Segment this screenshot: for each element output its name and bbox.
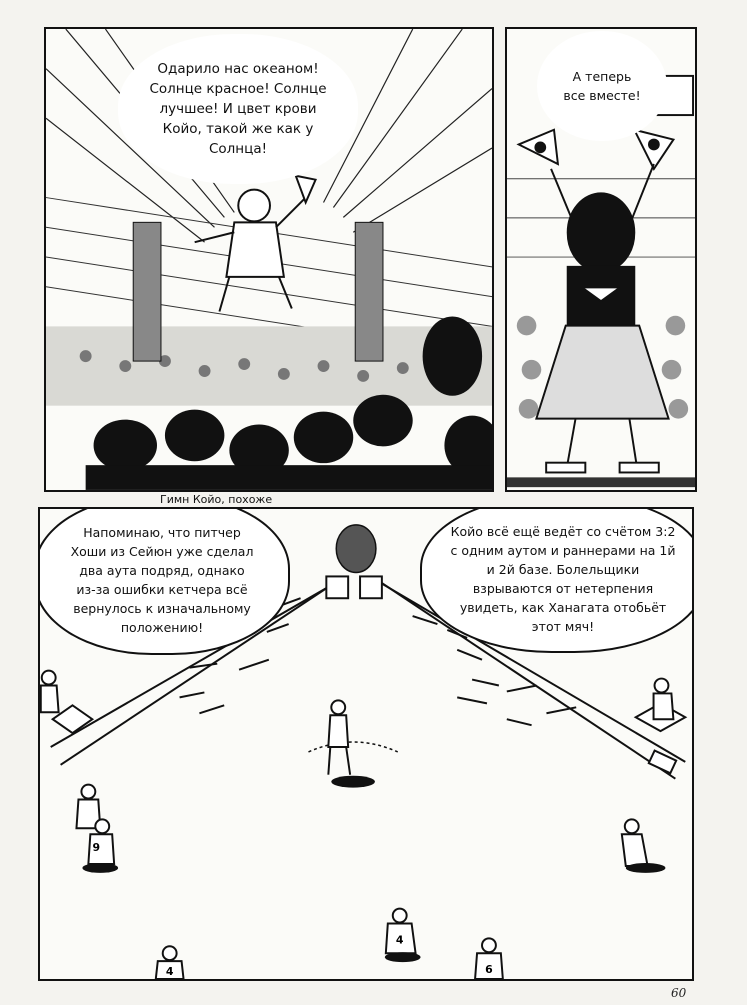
speech-line: и 2й базе. Болельщики xyxy=(486,562,640,577)
speech-line: вернулось к изначальному xyxy=(73,601,251,616)
speech-bubble-anthem xyxy=(118,34,358,184)
panel-cheer-stand xyxy=(44,27,494,492)
speech-line: Койо, такой же как у xyxy=(162,121,314,137)
speech-line: Солнце красное! Солнце xyxy=(149,81,327,97)
speech-bubble-commentator-right xyxy=(420,507,694,653)
speech-line: все вместе! xyxy=(563,88,641,103)
speech-line: А теперь xyxy=(572,69,632,84)
speech-line: Солнца! xyxy=(208,141,267,157)
speech-line: Койо всё ещё ведёт со счётом 3:2 xyxy=(450,524,676,539)
panel-caption: Гимн Койо, похоже xyxy=(160,493,273,506)
panel-cheer-behind xyxy=(505,27,697,492)
jersey-number: 4 xyxy=(395,933,404,947)
speech-line: два аута подряд, однако xyxy=(79,563,245,578)
panel-baseball-field xyxy=(38,507,694,981)
speech-line: из-за ошибки кетчера всё xyxy=(76,582,248,597)
jersey-number: 9 xyxy=(92,841,101,855)
page-number: 60 xyxy=(671,986,687,1000)
speech-bubble-commentator-left xyxy=(38,507,290,655)
speech-line: Одарило нас океаном! xyxy=(157,61,319,77)
speech-line: Напоминаю, что питчер xyxy=(83,525,241,540)
speech-line: Хоши из Сейюн уже сделал xyxy=(70,544,254,559)
speech-line: увидеть, как Ханагата отобьёт xyxy=(459,600,667,615)
jersey-number: 6 xyxy=(485,963,493,977)
speech-line: лучшее! И цвет крови xyxy=(159,101,317,117)
speech-line: положению! xyxy=(120,620,204,635)
jersey-number: 4 xyxy=(165,965,174,979)
speech-bubble-together xyxy=(537,31,667,141)
speech-line: этот мяч! xyxy=(531,619,595,634)
speech-line: взрываются от нетерпения xyxy=(472,581,654,596)
speech-line: с одним аутом и раннерами на 1й xyxy=(450,543,676,558)
